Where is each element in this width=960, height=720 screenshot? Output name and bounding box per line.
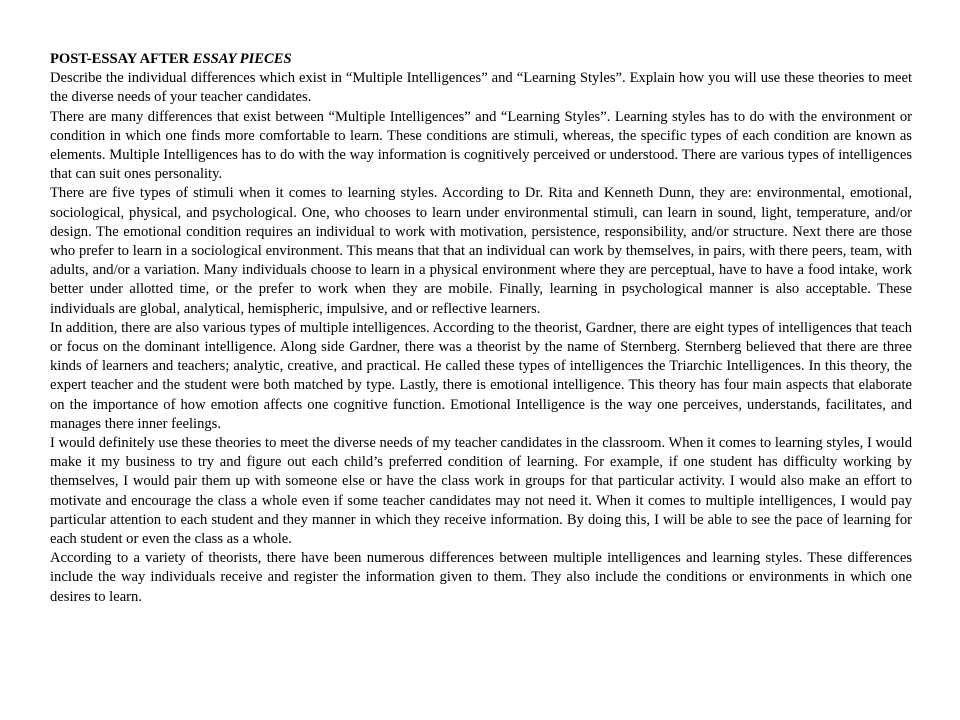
essay-document bbox=[50, 50, 912, 607]
essay-title-italic: ESSAY PIECES bbox=[192, 51, 292, 67]
essay-paragraph-multiple-intelligences: In addition, there are also various types of multiple intelligences. According to the theorist, Gardner, there are eight types of intelligences that teach or focus on the dominant intelligence. Along side Gardner, there was a theorist by the name of Sternberg. Sternberg believed that there are three kinds of learners and teachers; analytic, creative, and practical. He called these types of intelligences the Triarchic Intelligences. In this theory, the expert teacher and the student were both matched by type. Lastly, there is emotional intelligence. This theory has four main aspects that elaborate on the importance of how emotion affects one cognitive function. Emotional Intelligence is the way one perceives, understands, facilitates, and manages there inner feelings. bbox=[50, 319, 912, 432]
essay-prompt: Describe the individual differences which exist in “Multiple Intelligences” and “Learning Styles”. Explain how you will use these theories to meet the diverse needs of your teacher candidates. bbox=[50, 70, 912, 106]
essay-paragraph-conclusion: According to a variety of theorists, there have been numerous differences between multiple intelligences and learning styles. These differences include the way individuals receive and register the information given to them. They also include the conditions or environments in which one desires to learn. bbox=[50, 550, 912, 605]
essay-paragraph-learning-styles: There are five types of stimuli when it comes to learning styles. According to Dr. Rita and Kenneth Dunn, they are: environmental, emotional, sociological, physical, and psychological. One, who chooses to learn under environmental stimuli, can learn in sound, light, temperature, and/or design. The emotional condition requires an individual to work with motivation, persistence, responsibility, and/or structure. Next there are those who prefer to learn in a sociological environment. This means that that an individual can work by themselves, in pairs, with there peers, team, with adults, and/or a variation. Many individuals choose to learn in a physical environment where they are perceptual, have to have a food intake, work better under allotted time, or the prefer to work when they are mobile. Finally, learning in psychological manner is also acceptable. These individuals are global, analytical, hemispheric, impulsive, and or reflective learners. bbox=[50, 185, 912, 317]
essay-paragraph-intro: There are many differences that exist between “Multiple Intelligences” and “Learning Styles”. Learning styles has to do with the environment or condition in which one finds more comfortable to learn. These conditions are stimuli, whereas, the specific types of each condition are known as elements. Multiple Intelligences has to do with the way information is cognitively perceived or understood. There are various types of intelligences that can suit ones personality. bbox=[50, 108, 912, 183]
essay-paragraph-application: I would definitely use these theories to meet the diverse needs of my teacher candidates in the classroom. When it comes to learning styles, I would make it my business to try and figure out each child’s preferred condition of learning. For example, if one student has difficulty working by themselves, I would pair them up with someone else or have the class work in groups for that particular activity. I would also make an effort to motivate and encourage the class a whole even if some teacher candidates may not need it. When it comes to multiple intelligences, I would pay particular attention to each student and they manner in which they receive information. By doing this, I will be able to see the pace of learning for each student or even the class as a whole. bbox=[50, 435, 912, 548]
essay-title-main: POST-ESSAY AFTER bbox=[50, 51, 193, 67]
essay-title bbox=[50, 50, 912, 69]
